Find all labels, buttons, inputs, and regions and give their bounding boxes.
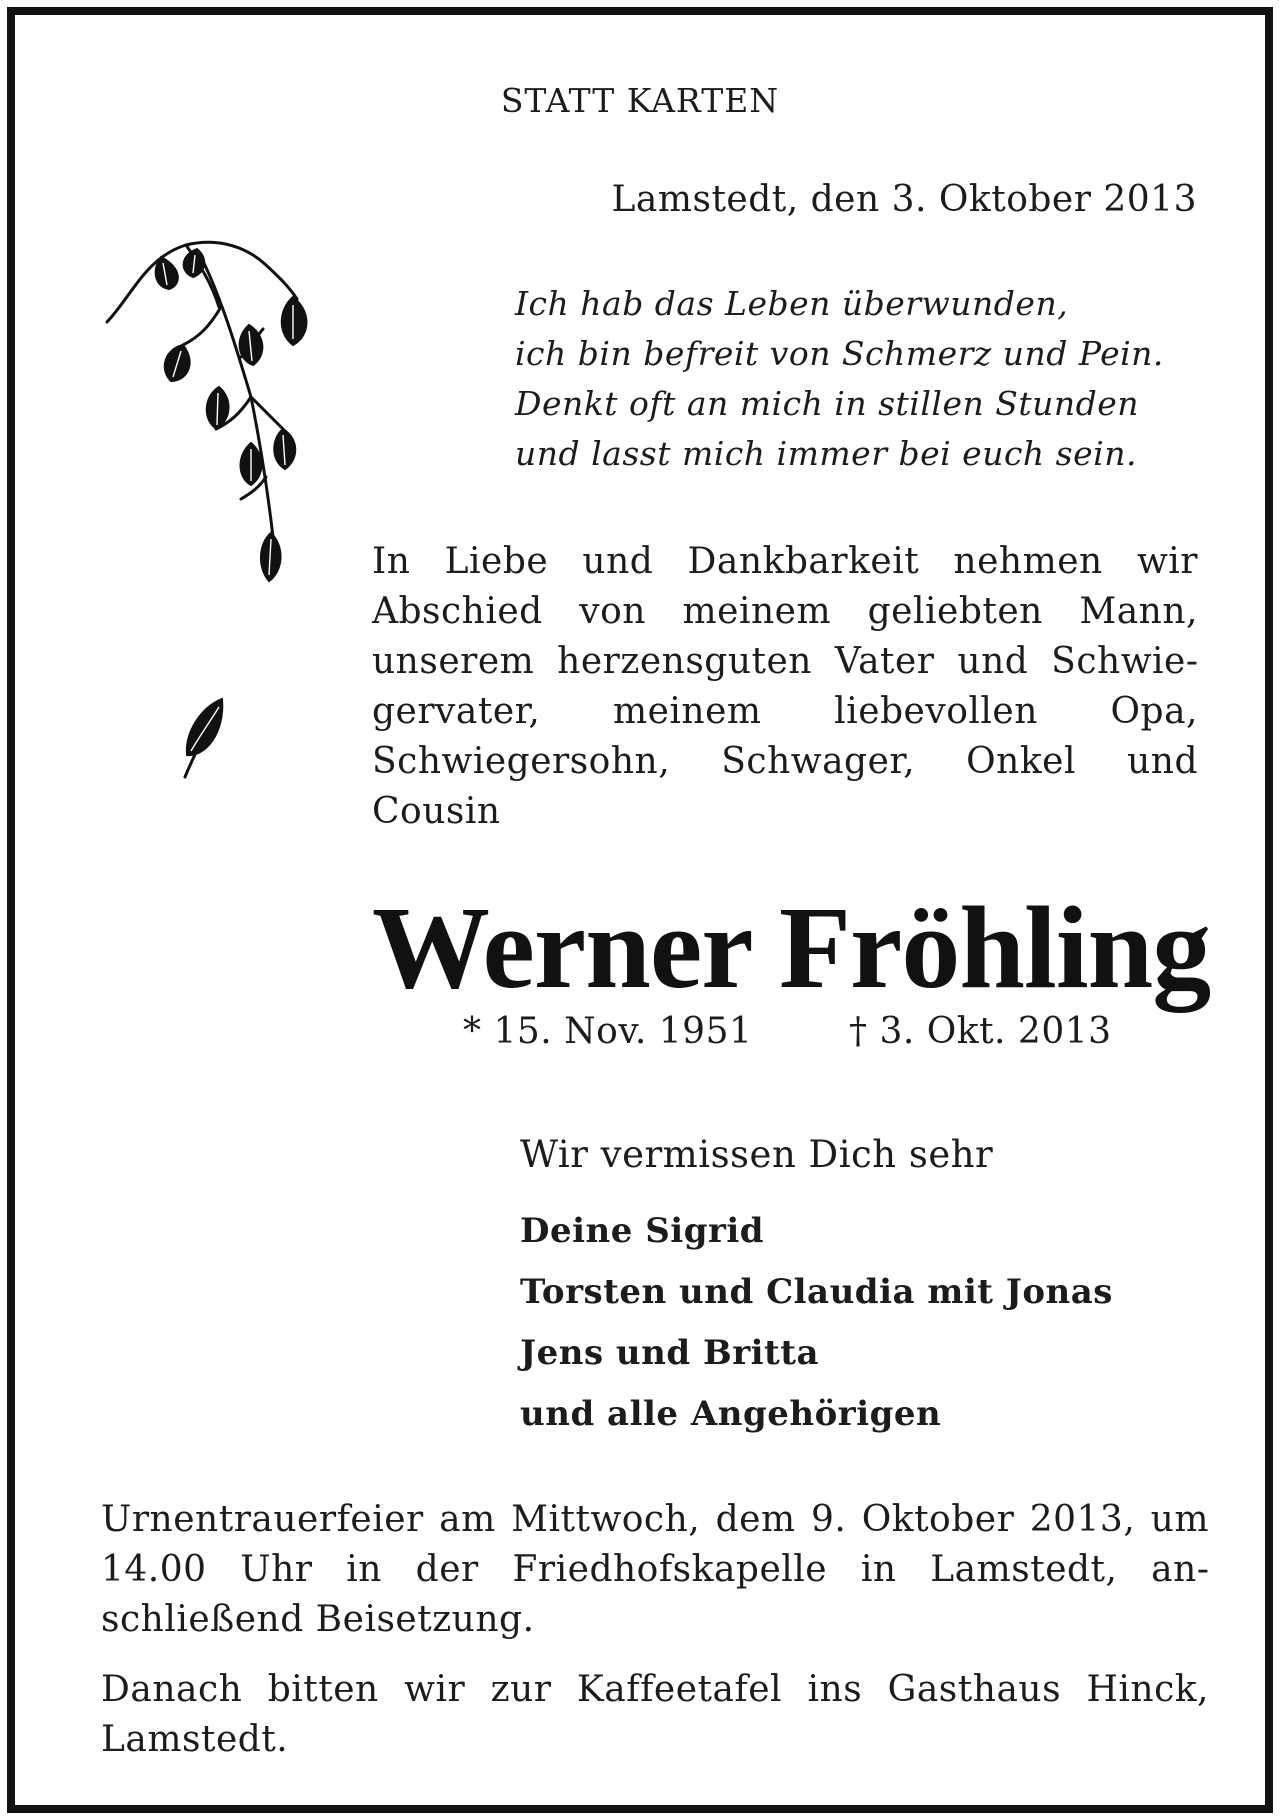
coffee-reception-info: Danach bitten wir zur Kaffeetafel ins Gasthaus Hinck, Lamstedt.: [101, 1669, 1209, 1760]
statt-karten-heading: STATT KARTEN: [500, 81, 780, 120]
farewell-text: In Liebe und Dankbarkeit nehmen wir Abschied von meinem geliebten Mann, unserem herzensguten Vater und Schwiegervater, meinem liebevollen Opa, Schwiegersohn, Schwager, Onkel und Cousin: [372, 541, 1198, 832]
mourner-entry: Jens und Britta: [520, 1333, 819, 1373]
poem-line: und lasst mich immer bei euch sein.: [515, 434, 1137, 473]
birth-date: * 15. Nov. 1951: [463, 1011, 753, 1052]
funeral-service-info: Urnentrauerfeier am Mittwoch, dem 9. Oktober 2013, um 14.00 Uhr in der Friedhofskapelle in Lamstedt, anschließend Beisetzung.: [101, 1499, 1209, 1640]
mourner-entry: Torsten und Claudia mit Jonas: [520, 1272, 1113, 1312]
deceased-name: Werner Fröhling: [372, 882, 1211, 1013]
mourners-list: [520, 1201, 1113, 1445]
mourner-entry: und alle Angehörigen: [520, 1394, 942, 1434]
birch-branch-icon: [101, 237, 351, 597]
memorial-poem: [515, 279, 1235, 479]
mourner-entry: Deine Sigrid: [520, 1211, 765, 1251]
miss-you-line: Wir vermissen Dich sehr: [520, 1133, 994, 1176]
falling-leaf-icon: [177, 693, 237, 783]
poem-line: ich bin befreit von Schmerz und Pein.: [515, 334, 1164, 373]
place-date-line: Lamstedt, den 3. Oktober 2013: [611, 179, 1197, 220]
obituary-frame: [7, 7, 1273, 1813]
poem-line: Ich hab das Leben überwunden,: [515, 284, 1069, 323]
poem-line: Denkt oft an mich in stillen Stunden: [515, 384, 1140, 423]
death-date: † 3. Okt. 2013: [849, 1011, 1112, 1052]
